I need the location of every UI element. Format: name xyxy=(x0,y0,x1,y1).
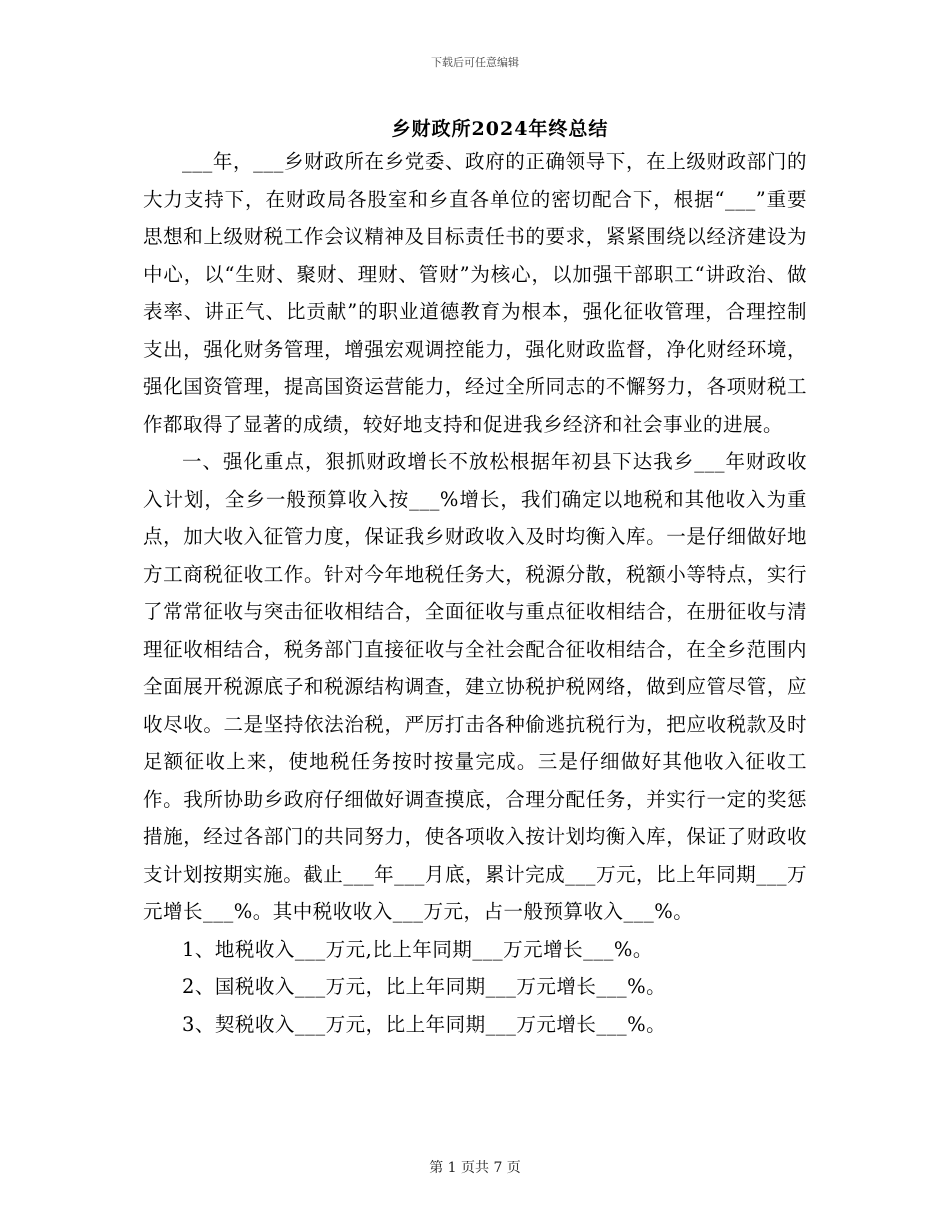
document-title: 乡财政所2024年终总结 xyxy=(391,118,609,140)
page-footer-indicator: 第 1 页共 7 页 xyxy=(429,1160,521,1176)
page-header-note: 下载后可任意编辑 xyxy=(431,56,519,69)
paragraph-intro: ___年，___乡财政所在乡党委、政府的正确领导下，在上级财政部门的大力支持下，在财政局各股室和乡直各单位的密切配合下，根据“___”重要思想和上级财税工作会议精神及目标责任书的要求，紧紧围绕以经济建设为中心，以“生财、聚财、理财、管财”为核心，以加强干部职工“讲政治、做表率、讲正气、比贡献”的职业道德教育为根本，强化征收管理，合理控制支出，强化财务管理，增强宏观调控能力，强化财政监督，净化财经环境，强化国资管理，提高国资运营能力，经过全所同志的不懈努力，各项财税工作都取得了显著的成绩，较好地支持和促进我乡经济和社会事业的进展。 xyxy=(143,150,807,436)
paragraph-section-one: 一、强化重点，狠抓财政增长不放松根据年初县下达我乡___年财政收入计划，全乡一般预算收入按___%增长，我们确定以地税和其他收入为重点，加大收入征管力度，保证我乡财政收入及时均衡入库。一是仔细做好地方工商税征收工作。针对今年地税任务大，税源分散，税额小等特点，实行了常常征收与突击征收相结合，全面征收与重点征收相结合，在册征收与清理征收相结合，税务部门直接征收与全社会配合征收相结合，在全乡范围内全面展开税源底子和税源结构调查，建立协税护税网络，做到应管尽管，应收尽收。二是坚持依法治税，严厉打击各种偷逃抗税行为，把应收税款及时足额征收上来，使地税任务按时按量完成。三是仔细做好其他收入征收工作。我所协助乡政府仔细做好调查摸底，合理分配任务，并实行一定的奖惩措施，经过各部门的共同努力，使各项收入按计划均衡入库，保证了财政收支计划按期实施。截止___年___月底，累计完成___万元，比上年同期___万元增长___%。其中税收收入___万元，占一般预算收入___%。 xyxy=(143,450,807,923)
list-item-national-tax: 2、国税收入___万元，比上年同期___万元增长___%。 xyxy=(182,975,667,998)
list-item-deed-tax: 3、契税收入___万元，比上年同期___万元增长___%。 xyxy=(182,1012,667,1036)
list-item-local-tax: 1、地税收入___万元,比上年同期___万元增长___%。 xyxy=(182,937,653,961)
document-body xyxy=(143,143,807,1043)
